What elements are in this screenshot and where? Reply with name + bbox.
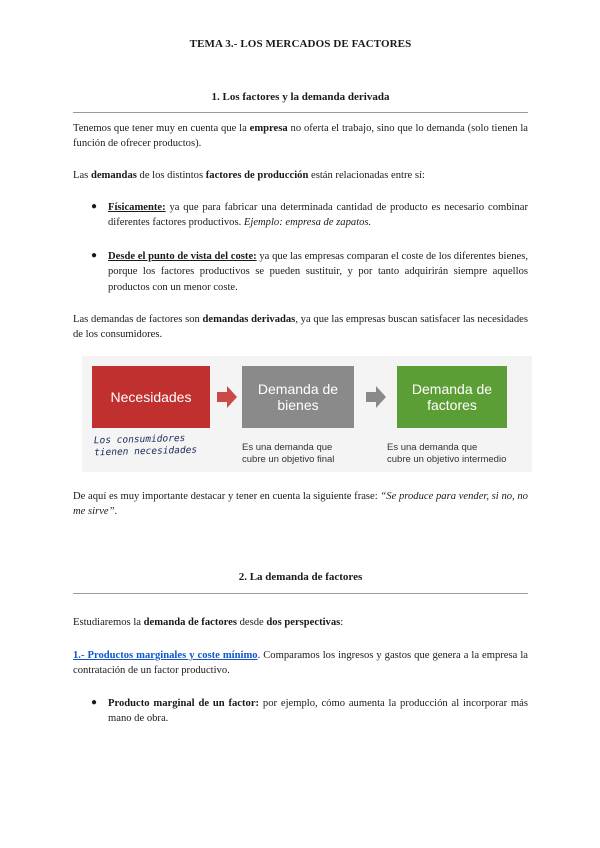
paragraph-perspectivas: Estudiaremos la demanda de factores desde dos perspectivas: — [73, 617, 344, 628]
section-2-rule — [73, 593, 528, 594]
bullet-dot: ● — [91, 250, 98, 261]
section-1-rule — [73, 112, 528, 113]
section-1-heading: 1. Los factores y la demanda derivada — [211, 91, 390, 103]
derived-demand-diagram — [82, 356, 532, 472]
necesidades-box: Necesidades — [92, 366, 210, 428]
handwritten-note: Los consumidores tienen necesidades — [93, 432, 198, 459]
paragraph-frase: De aquí es muy importante destacar y tener en cuenta la siguiente frase: “Se produce para vender, si no, no me sirve”. — [73, 491, 528, 518]
paragraph-demandas-derivadas: Las demandas de factores son demandas derivadas, ya que las empresas buscan satisfacer las necesidades de los consumidores. — [73, 314, 528, 341]
paragraph-empresa: Tenemos que tener muy en cuenta que la empresa no oferta el trabajo, sino que lo demanda (solo tienen la función de ofrecer productos). — [73, 123, 528, 150]
arrow-right-icon — [366, 386, 386, 408]
productos-marginales-link[interactable]: 1.- Productos marginales y coste mínimo — [73, 650, 258, 661]
paragraph-demandas: Las demandas de los distintos factores de producción están relacionadas entre sí: — [73, 170, 425, 181]
document-title: TEMA 3.- LOS MERCADOS DE FACTORES — [189, 38, 412, 50]
caption-demanda-bienes: Es una demanda que cubre un objetivo final — [242, 442, 335, 465]
section-2-heading: 2. La demanda de factores — [238, 571, 363, 583]
demanda-factores-box: Demanda de factores — [397, 366, 507, 428]
bullet-dot: ● — [91, 697, 98, 708]
demanda-bienes-box: Demanda de bienes — [242, 366, 354, 428]
arrow-right-icon — [217, 386, 237, 408]
paragraph-productos-marginales: 1.- Productos marginales y coste mínimo. Comparamos los ingresos y gastos que genera a la empresa la contratación de un factor productivo. — [73, 650, 528, 677]
caption-demanda-factores: Es una demanda que cubre un objetivo intermedio — [387, 442, 507, 465]
bullet-dot: ● — [91, 201, 98, 212]
